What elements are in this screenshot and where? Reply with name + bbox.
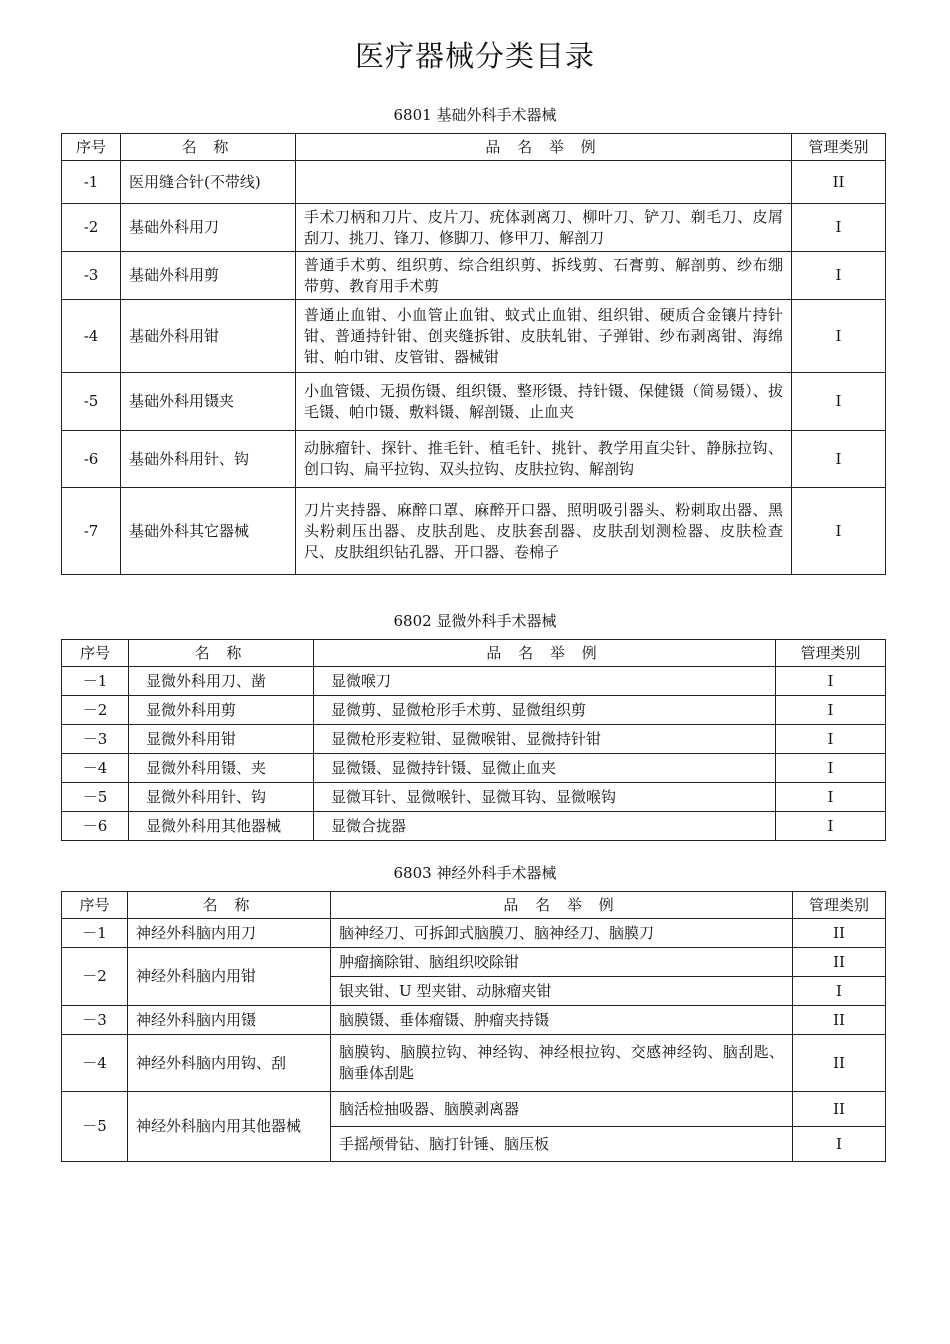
table-row bbox=[62, 696, 886, 725]
table-header-row bbox=[62, 892, 886, 919]
header-class: 管理类别 bbox=[792, 134, 886, 161]
management-class: I bbox=[776, 725, 886, 754]
row-number: －5 bbox=[62, 783, 129, 812]
product-name: 基础外科用剪 bbox=[121, 252, 296, 300]
product-name: 基础外科用刀 bbox=[121, 204, 296, 252]
product-examples: 小血管镊、无损伤镊、组织镊、整形镊、持针镊、保健镊（简易镊）、拔毛镊、帕巾镊、敷料镊、解剖镊、止血夹 bbox=[296, 373, 792, 431]
table-6801 bbox=[61, 133, 886, 575]
product-name: 基础外科用镊夹 bbox=[121, 373, 296, 431]
product-examples: 手术刀柄和刀片、皮片刀、疣体剥离刀、柳叶刀、铲刀、剃毛刀、皮屑刮刀、挑刀、锋刀、修脚刀、修甲刀、解剖刀 bbox=[296, 204, 792, 252]
management-class: I bbox=[792, 373, 886, 431]
table-row bbox=[62, 204, 886, 252]
management-class: II bbox=[793, 1092, 886, 1127]
product-examples: 显微合拢器 bbox=[314, 812, 776, 841]
table-6803 bbox=[61, 891, 886, 1162]
row-number: －2 bbox=[62, 696, 129, 725]
row-number: －3 bbox=[62, 1006, 128, 1035]
product-examples: 动脉瘤针、探针、推毛针、植毛针、挑针、教学用直尖针、静脉拉钩、创口钩、扁平拉钩、双头拉钩、皮肤拉钩、解剖钩 bbox=[296, 431, 792, 488]
product-examples: 显微镊、显微持针镊、显微止血夹 bbox=[314, 754, 776, 783]
management-class: I bbox=[792, 300, 886, 373]
section-title-6801: 6801 基础外科手术器械 bbox=[393, 106, 557, 124]
product-name: 神经外科脑内用其他器械 bbox=[128, 1092, 331, 1162]
row-number: －2 bbox=[62, 948, 128, 1006]
product-name: 显微外科用其他器械 bbox=[129, 812, 314, 841]
management-class: I bbox=[792, 431, 886, 488]
row-number: -7 bbox=[62, 488, 121, 575]
product-name: 基础外科用钳 bbox=[121, 300, 296, 373]
table-row bbox=[62, 300, 886, 373]
management-class: I bbox=[792, 252, 886, 300]
row-number: -4 bbox=[62, 300, 121, 373]
product-name: 基础外科其它器械 bbox=[121, 488, 296, 575]
product-examples: 肿瘤摘除钳、脑组织咬除钳 bbox=[331, 948, 793, 977]
product-examples: 显微剪、显微枪形手术剪、显微组织剪 bbox=[314, 696, 776, 725]
product-name: 神经外科脑内用钩、刮 bbox=[128, 1035, 331, 1092]
product-name: 显微外科用刀、凿 bbox=[129, 667, 314, 696]
row-number: -3 bbox=[62, 252, 121, 300]
product-examples: 脑膜钩、脑膜拉钩、神经钩、神经根拉钩、交感神经钩、脑刮匙、脑垂体刮匙 bbox=[331, 1035, 793, 1092]
header-examples: 品 名 举 例 bbox=[314, 640, 776, 667]
table-row bbox=[62, 488, 886, 575]
row-number: －1 bbox=[62, 919, 128, 948]
management-class: I bbox=[793, 977, 886, 1006]
product-examples: 手摇颅骨钻、脑打针锤、脑压板 bbox=[331, 1127, 793, 1162]
management-class: I bbox=[793, 1127, 886, 1162]
management-class: I bbox=[776, 696, 886, 725]
table-row bbox=[62, 725, 886, 754]
table-row bbox=[62, 667, 886, 696]
product-examples: 刀片夹持器、麻醉口罩、麻醉开口器、照明吸引器头、粉刺取出器、黑头粉刺压出器、皮肤刮匙、皮肤套刮器、皮肤刮划测检器、皮肤检查尺、皮肤组织钻孔器、开口器、卷棉子 bbox=[296, 488, 792, 575]
header-examples: 品 名 举 例 bbox=[296, 134, 792, 161]
management-class: II bbox=[792, 161, 886, 204]
page-title: 医疗器械分类目录 bbox=[354, 39, 595, 73]
product-name: 神经外科脑内用钳 bbox=[128, 948, 331, 1006]
product-name: 医用缝合针(不带线) bbox=[121, 161, 296, 204]
row-number: －6 bbox=[62, 812, 129, 841]
header-name: 名 称 bbox=[129, 640, 314, 667]
header-no: 序号 bbox=[62, 640, 129, 667]
management-class: I bbox=[776, 754, 886, 783]
management-class: II bbox=[793, 919, 886, 948]
management-class: I bbox=[792, 204, 886, 252]
header-examples: 品 名 举 例 bbox=[331, 892, 793, 919]
table-row bbox=[62, 1006, 886, 1035]
management-class: I bbox=[792, 488, 886, 575]
product-name: 显微外科用剪 bbox=[129, 696, 314, 725]
section-title-6802: 6802 显微外科手术器械 bbox=[393, 612, 557, 630]
table-row bbox=[62, 1092, 886, 1127]
product-name: 显微外科用针、钩 bbox=[129, 783, 314, 812]
management-class: I bbox=[776, 667, 886, 696]
row-number: －4 bbox=[62, 1035, 128, 1092]
product-examples: 显微耳针、显微喉针、显微耳钩、显微喉钩 bbox=[314, 783, 776, 812]
header-name: 名 称 bbox=[128, 892, 331, 919]
product-examples: 普通手术剪、组织剪、综合组织剪、拆线剪、石膏剪、解剖剪、纱布绷带剪、教育用手术剪 bbox=[296, 252, 792, 300]
product-name: 神经外科脑内用刀 bbox=[128, 919, 331, 948]
product-examples: 脑膜镊、垂体瘤镊、肿瘤夹持镊 bbox=[331, 1006, 793, 1035]
table-row bbox=[62, 161, 886, 204]
product-name: 神经外科脑内用镊 bbox=[128, 1006, 331, 1035]
table-row bbox=[62, 431, 886, 488]
product-examples: 显微枪形麦粒钳、显微喉钳、显微持针钳 bbox=[314, 725, 776, 754]
row-number: －5 bbox=[62, 1092, 128, 1162]
section-title-6803: 6803 神经外科手术器械 bbox=[393, 864, 557, 882]
table-row bbox=[62, 754, 886, 783]
table-6802 bbox=[61, 639, 886, 841]
row-number: -5 bbox=[62, 373, 121, 431]
management-class: II bbox=[793, 1006, 886, 1035]
table-row bbox=[62, 812, 886, 841]
table-header-row bbox=[62, 640, 886, 667]
header-name: 名 称 bbox=[121, 134, 296, 161]
table-row bbox=[62, 948, 886, 977]
product-examples: 脑活检抽吸器、脑膜剥离器 bbox=[331, 1092, 793, 1127]
table-row bbox=[62, 252, 886, 300]
product-examples bbox=[296, 161, 792, 204]
management-class: I bbox=[776, 783, 886, 812]
row-number: -1 bbox=[62, 161, 121, 204]
management-class: I bbox=[776, 812, 886, 841]
management-class: II bbox=[793, 1035, 886, 1092]
table-row bbox=[62, 1035, 886, 1092]
table-row bbox=[62, 783, 886, 812]
row-number: -2 bbox=[62, 204, 121, 252]
header-class: 管理类别 bbox=[793, 892, 886, 919]
header-no: 序号 bbox=[62, 134, 121, 161]
product-examples: 普通止血钳、小血管止血钳、蚊式止血钳、组织钳、硬质合金镶片持针钳、普通持针钳、创夹缝拆钳、皮肤轧钳、子弹钳、纱布剥离钳、海绵钳、帕巾钳、皮管钳、器械钳 bbox=[296, 300, 792, 373]
row-number: －4 bbox=[62, 754, 129, 783]
management-class: II bbox=[793, 948, 886, 977]
table-row bbox=[62, 373, 886, 431]
table-header-row bbox=[62, 134, 886, 161]
product-examples: 银夹钳、U 型夹钳、动脉瘤夹钳 bbox=[331, 977, 793, 1006]
product-examples: 脑神经刀、可拆卸式脑膜刀、脑神经刀、脑膜刀 bbox=[331, 919, 793, 948]
product-name: 显微外科用钳 bbox=[129, 725, 314, 754]
row-number: －3 bbox=[62, 725, 129, 754]
row-number: -6 bbox=[62, 431, 121, 488]
product-name: 基础外科用针、钩 bbox=[121, 431, 296, 488]
row-number: －1 bbox=[62, 667, 129, 696]
table-row bbox=[62, 919, 886, 948]
product-examples: 显微喉刀 bbox=[314, 667, 776, 696]
product-name: 显微外科用镊、夹 bbox=[129, 754, 314, 783]
header-class: 管理类别 bbox=[776, 640, 886, 667]
header-no: 序号 bbox=[62, 892, 128, 919]
